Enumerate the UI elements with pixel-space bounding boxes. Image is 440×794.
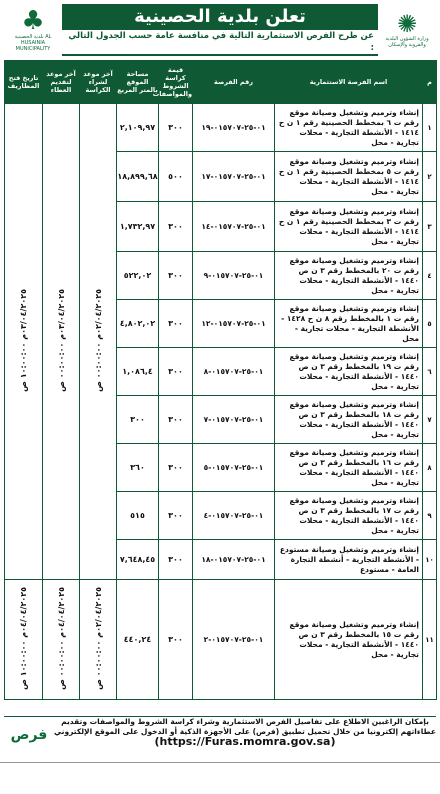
opportunity-name: إنشاء وترميم وتشغيل وصيانة موقع رقم ت ٦ بمخطط الحصينية رقم ١ ن ح ١٤١٤ - الأنشطة التجارية - محلات تجارية - محل	[275, 104, 423, 152]
announcement-subtitle: عن طرح الفرص الاستثمارية التالية في منافسة عامة حسب الجدول التالي :	[62, 30, 378, 54]
booklet-price: ٣٠٠	[159, 252, 193, 300]
site-area: ٤,٨٠٢,٠٢	[117, 300, 159, 348]
booklet-price: ٣٠٠	[159, 580, 193, 700]
booklet-price: ٣٠٠	[159, 396, 193, 444]
opportunity-name: إنشاء وترميم وتشغيل وصيانة موقع رقم ت ١٥ بالمخطط رقم ٣ ن ص ١٤٤٠ - الأنشطة التجارية - محلات تجارية - محل	[275, 580, 423, 700]
site-area: ٣٠٠	[117, 396, 159, 444]
group2-submit-deadline: ٠٤/٠٤/٢٠٢٥م ٠٠:٠٠:٠٠ ص	[56, 587, 66, 690]
col-header-open: تاريخ فتح المظاريف	[5, 61, 43, 104]
footer-text	[54, 717, 436, 753]
booklet-price: ٣٠٠	[159, 348, 193, 396]
row-num: ٨	[423, 444, 437, 492]
row-num: ٧	[423, 396, 437, 444]
col-header-buy: آخر موعد لشراء الكراسة	[80, 61, 117, 104]
ministry-emblem-icon: ✺	[396, 10, 418, 38]
group1-submit-deadline-cell	[43, 104, 80, 580]
table-row	[5, 580, 437, 700]
booklet-price: ٣٠٠	[159, 540, 193, 580]
site-area: ٣٦٠	[117, 444, 159, 492]
site-area: ١٨,٨٩٩,٦٨	[117, 152, 159, 202]
group1-opening-date-cell	[5, 104, 43, 580]
col-header-price: قيمة كراسة الشروط والمواصفات	[159, 61, 193, 104]
opportunity-name: إنشاء وترميم وتشغيل وصيانة موقع رقم ت ١٧ بالمخطط رقم ٣ ن ص ١٤٤٠ - الأنشطة التجارية - محلات تجارية - محل	[275, 492, 423, 540]
group2-submit-deadline-cell	[43, 580, 80, 700]
header	[4, 4, 436, 56]
opportunity-ref: ٠١-٢٥-٠١٥٧٠٧-٤	[193, 492, 275, 540]
opportunity-name: إنشاء وترميم وتشغيل وصيانة موقع رقم ت ١٩ بالمخطط رقم ٣ ن ص ١٤٤٠ - الأنشطة التجارية - محلات تجارية - محل	[275, 348, 423, 396]
group2-opening-date: ٠٤/٠٤/٢٠٢٥م ١٠:٠٠:٠٠ ص	[19, 587, 28, 690]
group1-submit-deadline: ٠٣/٠٤/٢٠٢٥م ٠٠:٠٠:٠٠ ص	[56, 289, 66, 392]
row-num: ٢	[423, 152, 437, 202]
opportunity-ref: ٠١-٢٥-٠١٥٧٠٧-٧	[193, 396, 275, 444]
row-num: ٤	[423, 252, 437, 300]
opportunity-name: إنشاء وترميم وتشغيل وصيانة موقع رقم ت ١٨ بالمخطط رقم ٣ ن ص ١٤٤٠ - الأنشطة التجارية - محلات تجارية - محل	[275, 396, 423, 444]
col-header-area: مساحة الموقع بالمتر المربع	[117, 61, 159, 104]
group2-opening-date-cell	[5, 580, 43, 700]
site-area: ١,٧٣٢,٩٧	[117, 202, 159, 252]
group2-buy-deadline: ٠٢/٠٤/٢٠٢٥م ٠٠:٠٠:٠٠ ص	[93, 587, 103, 690]
site-area: ٧,٦٤٨,٤٥	[117, 540, 159, 580]
husainia-municipality-logo	[4, 4, 62, 56]
opportunity-ref: ٠١-٢٥-٠١٥٧٠٧-١٤	[193, 202, 275, 252]
row-num: ٥	[423, 300, 437, 348]
col-header-name: اسم الفرصة الاستثمارية	[275, 61, 423, 104]
furas-website-link[interactable]: (https://Furas.momra.gov.sa)	[154, 735, 336, 748]
opportunity-name: إنشاء وترميم وتشغيل وصيانة موقع رقم ت ٢٠ بالمخطط رقم ٣ ن ص ١٤٤٠ - الأنشطة التجارية - محلات تجارية - محل	[275, 252, 423, 300]
opportunity-name: إنشاء وترميم وتشغيل وصيانة مستودع - الأنشطة التجارية - أنشطة التجارة العامة - مستودع	[275, 540, 423, 580]
row-num: ٣	[423, 202, 437, 252]
table-header-row	[5, 61, 437, 104]
opportunity-ref: ٠١-٢٥-٠١٥٧٠٧-١٨	[193, 540, 275, 580]
furas-logo: فرص	[10, 727, 48, 743]
booklet-price: ٣٠٠	[159, 300, 193, 348]
col-header-num: م	[423, 61, 437, 104]
footer-line-2: عطاءاتهم إلكترونيا من خلال تحميل تطبيق (فرص) على الأجهزة الذكية أو الدخول على الموقع الإلكتروني	[54, 727, 436, 736]
booklet-price: ٣٠٠	[159, 104, 193, 152]
row-num: ٩	[423, 492, 437, 540]
booklet-price: ٥٠٠	[159, 152, 193, 202]
title-banner	[62, 4, 378, 56]
booklet-price: ٣٠٠	[159, 492, 193, 540]
ministry-logo	[378, 4, 436, 56]
opportunity-name: إنشاء وترميم وتشغيل وصيانة موقع رقم ت ٥ بمخطط الحصينية رقم ١ ن ح ١٤١٤ - الأنشطة التجارية - محلات تجارية - محل	[275, 152, 423, 202]
site-area: ٢,١٠٩,٩٧	[117, 104, 159, 152]
footer-line-1: بإمكان الراغبين الاطلاع على تفاصيل الفرص الاستثمارية وشراء كراسة الشروط والمواصفات وتقديم	[61, 717, 429, 726]
opportunity-ref: ٠١-٢٥-٠١٥٧٠٧-٩	[193, 252, 275, 300]
palm-tree-icon: ♣	[21, 6, 45, 36]
row-num: ١٠	[423, 540, 437, 580]
opportunities-table	[4, 60, 437, 700]
row-num: ١	[423, 104, 437, 152]
opportunity-ref: ٠١-٢٥-٠١٥٧٠٧-١٩	[193, 104, 275, 152]
group1-buy-deadline-cell	[80, 104, 117, 580]
opportunity-name: إنشاء وترميم وتشغيل وصيانة موقع رقم ت ٣ بمخطط الحصينية رقم ١ ن ح ١٤١٤ - الأنشطة التجارية - محلات تجارية - محل	[275, 202, 423, 252]
footer	[4, 716, 436, 753]
opportunity-ref: ٠١-٢٥-٠١٥٧٠٧-٢	[193, 580, 275, 700]
group1-opening-date: ٠٣/٠٤/٢٠٢٥م ١٠:٠٠:٠٠ ص	[19, 289, 28, 392]
municipality-logo-caption: بلدية الحصينية AL HUSAINIA MUNICIPALITY	[14, 34, 52, 52]
row-num: ٦	[423, 348, 437, 396]
opportunity-ref: ٠١-٢٥-٠١٥٧٠٧-١٧	[193, 152, 275, 202]
col-header-submit: آخر موعد لتقديم العطاء	[43, 61, 80, 104]
group2-buy-deadline-cell	[80, 580, 117, 700]
booklet-price: ٣٠٠	[159, 444, 193, 492]
bottom-divider	[0, 762, 440, 763]
booklet-price: ٣٠٠	[159, 202, 193, 252]
site-area: ١,٠٨٦,٤	[117, 348, 159, 396]
table-row	[5, 104, 437, 152]
row-num: ١١	[423, 580, 437, 700]
opportunity-ref: ٠١-٢٥-٠١٥٧٠٧-٨	[193, 348, 275, 396]
ministry-logo-caption: وزارة الشؤون البلدية والقروية والإسكان	[385, 36, 429, 48]
site-area: ٥٢٢,٠٢	[117, 252, 159, 300]
opportunity-ref: ٠١-٢٥-٠١٥٧٠٧-١٢	[193, 300, 275, 348]
group1-buy-deadline: ٠٢/٠٤/٢٠٢٥م ٠٠:٠٠:٠٠ ص	[93, 289, 103, 392]
opportunity-name: إنشاء وترميم وتشغيل وصيانة موقع رقم ت ١٦ بالمخطط رقم ٣ ن ص ١٤٤٠ - الأنشطة التجارية - محلات تجارية - محل	[275, 444, 423, 492]
announcement-title: تعلن بلدية الحصينية	[134, 6, 306, 27]
opportunity-ref: ٠١-٢٥-٠١٥٧٠٧-٥	[193, 444, 275, 492]
opportunity-name: إنشاء وترميم وتشغيل وصيانة موقع رقم ت ١ بالمخطط رقم ٨ ن ح ١٤٢٨ - الأنشطة التجارية - محلات تجارية - محل	[275, 300, 423, 348]
col-header-ref: رقم الفرصة	[193, 61, 275, 104]
site-area: ٥١٥	[117, 492, 159, 540]
site-area: ٤٤٠,٢٤	[117, 580, 159, 700]
